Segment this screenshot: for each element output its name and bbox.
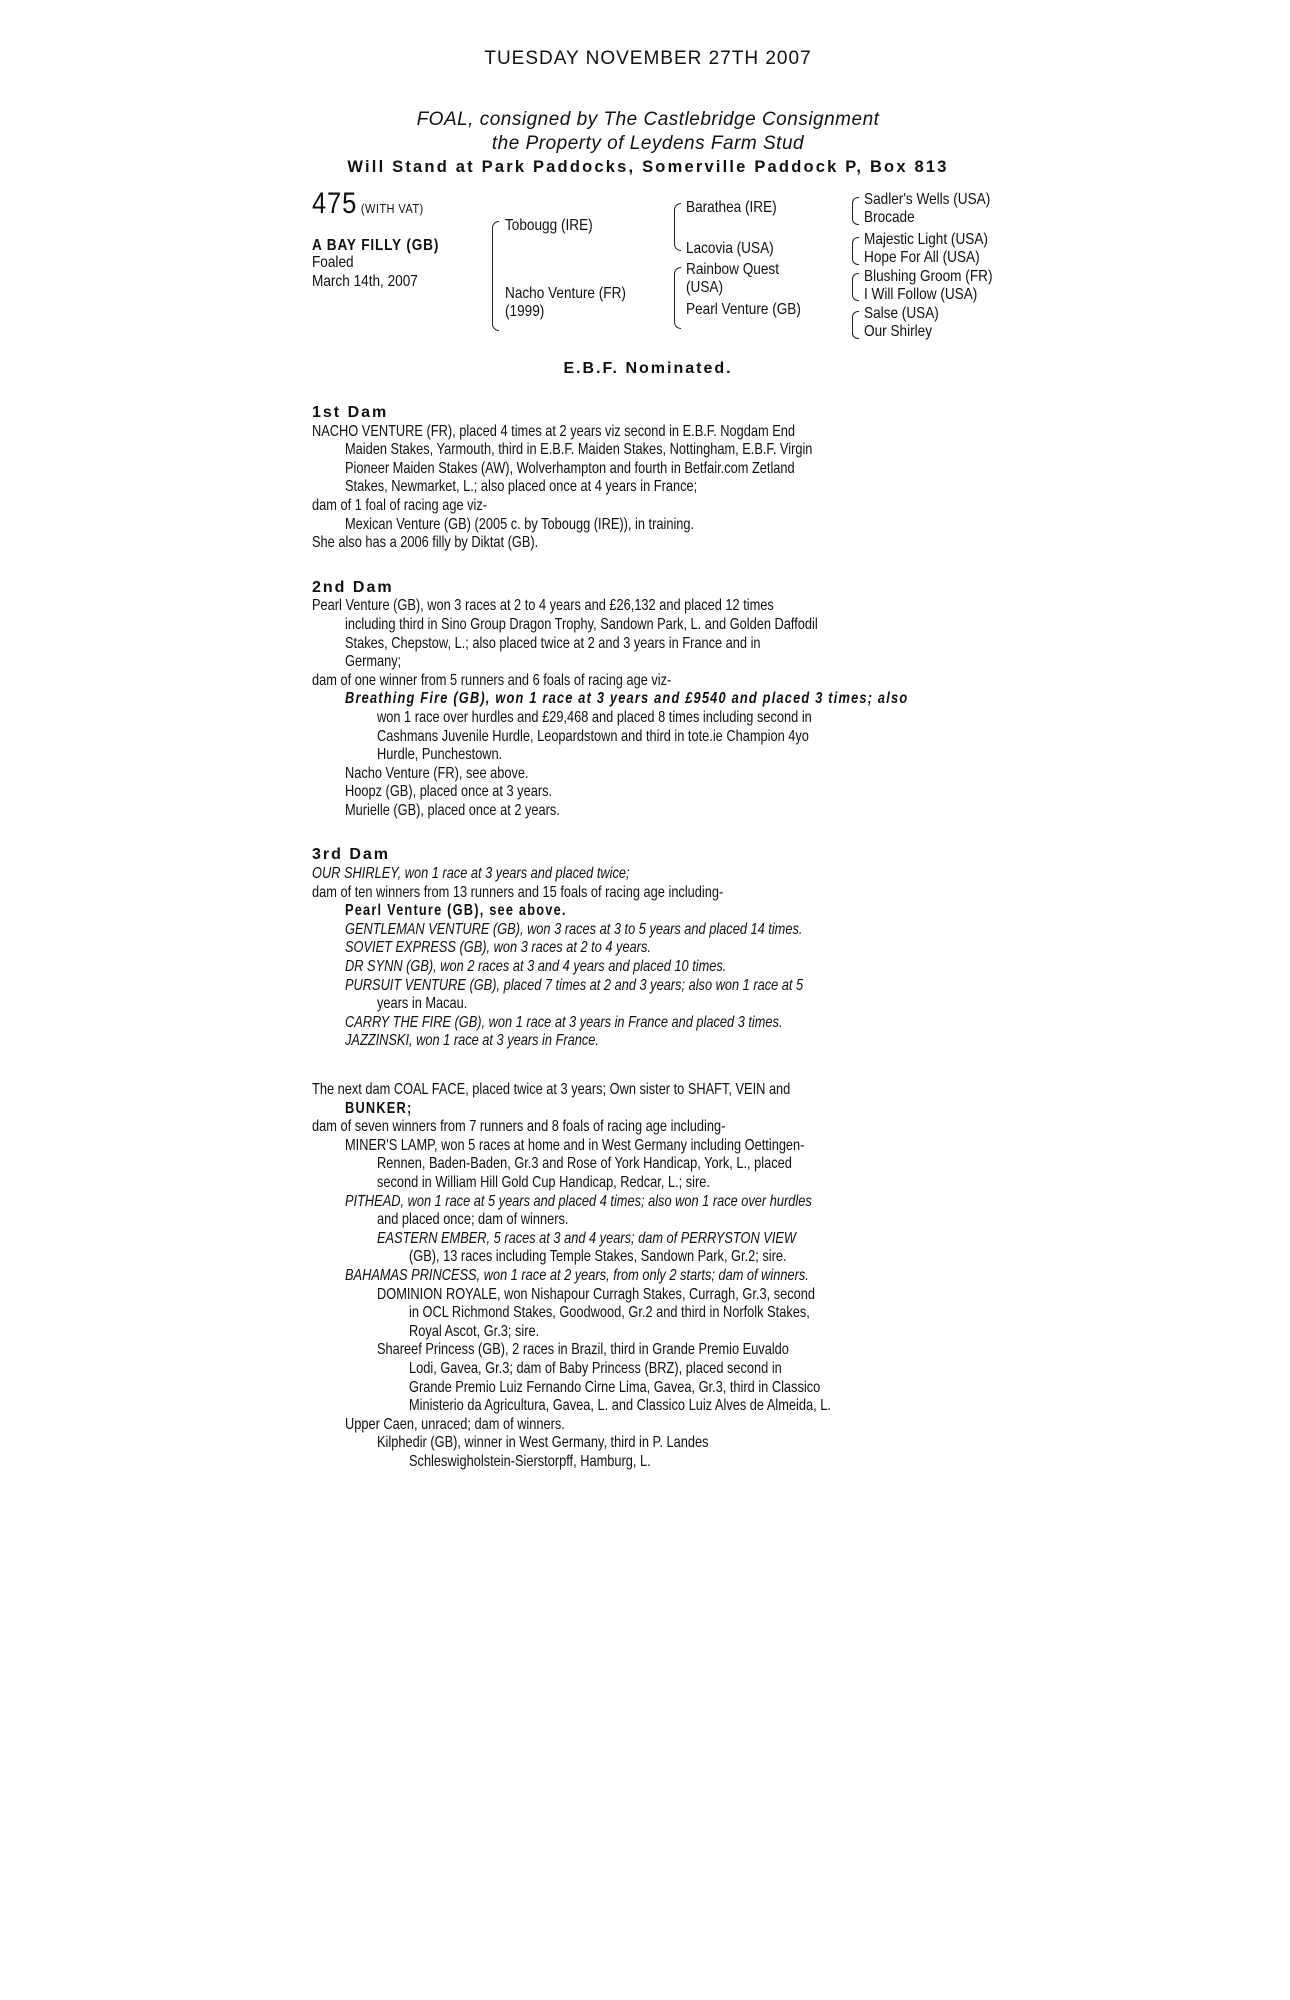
text-line: in OCL Richmond Stakes, Goodwood, Gr.2 and third in Norfolk Stakes, [409,1304,810,1322]
text-line: Stakes, Newmarket, L.; also placed once at 4 years in France; [345,478,698,496]
text-line: CARRY THE FIRE (GB), won 1 race at 3 years in France and placed 3 times. [345,1013,783,1031]
text-line: Pearl Venture (GB), won 3 races at 2 to 4 years and £26,132 and placed 12 times [312,597,774,615]
dd-dam: Our Shirley [864,323,933,340]
text-line: Pioneer Maiden Stakes (AW), Wolverhampton and fourth in Betfair.com Zetland [345,459,795,477]
ss-sire: Sadler's Wells (USA) [864,191,991,208]
text-line: Lodi, Gavea, Gr.3; dam of Baby Princess (BRZ), placed second in [409,1359,782,1377]
third-dam-section [312,846,984,1051]
text-line: years in Macau. [377,995,468,1013]
text-line: Nacho Venture (FR), see above. [345,764,529,782]
pedigree-table [312,187,993,366]
pedigree-brace [852,197,859,225]
third-dam-heading: 3rd Dam [312,846,391,864]
text-line: Kilphedir (GB), winner in West Germany, third in P. Landes [377,1434,709,1452]
text-line: Shareef Princess (GB), 2 races in Brazil, third in Grande Premio Euvaldo [377,1341,789,1359]
text-line: Breathing Fire (GB), won 1 race at 3 years and £9540 and placed 3 times; also [345,690,909,708]
text-line: Upper Caen, unraced; dam of winners. [345,1415,565,1433]
text-line: Germany; [345,653,402,671]
text-line: Cashmans Juvenile Hurdle, Leopardstown and third in tote.ie Champion 4yo [377,727,809,745]
text-line: Ministerio da Agricultura, Gavea, L. and Classico Luiz Alves de Almeida, L. [409,1397,831,1415]
text-line: JAZZINSKI, won 1 race at 3 years in France. [345,1032,599,1050]
text-line: including third in Sino Group Dragon Trophy, Sandown Park, L. and Golden Daffodil [345,615,818,633]
text-line: Stakes, Chepstow, L.; also placed twice at 2 and 3 years in France and in [345,634,761,652]
text-line: GENTLEMAN VENTURE (GB), won 3 races at 3 to 5 years and placed 14 times. [345,920,803,938]
dam-year: (1999) [505,303,545,320]
text-line: dam of 1 foal of racing age viz- [312,496,488,514]
sire-name: Tobougg (IRE) [505,217,593,234]
pedigree-brace [492,221,499,331]
text-line: second in William Hill Gold Cup Handicap, Redcar, L.; sire. [377,1173,710,1191]
text-line: Pearl Venture (GB), see above. [345,902,567,920]
text-line: Schleswigholstein-Sierstorpff, Hamburg, L. [409,1452,651,1470]
text-line: NACHO VENTURE (FR), placed 4 times at 2 years viz second in E.B.F. Nogdam End [312,422,796,440]
text-line: dam of ten winners from 13 runners and 15 foals of racing age including- [312,883,724,901]
first-dam-section [312,404,984,553]
second-dam-heading: 2nd Dam [312,578,394,596]
text-line: Mexican Venture (GB) (2005 c. by Tobougg (IRE)), in training. [345,515,695,533]
dam-sire: Rainbow Quest [686,261,779,278]
text-line: dam of seven winners from 7 runners and 8 foals of racing age including- [312,1118,726,1136]
dam-name: Nacho Venture (FR) [505,285,626,302]
foaled-date: March 14th, 2007 [312,273,418,290]
text-line: BAHAMAS PRINCESS, won 1 race at 2 years, from only 2 starts; dam of winners. [345,1266,809,1284]
first-dam-heading: 1st Dam [312,404,389,421]
sd-sire: Majestic Light (USA) [864,231,988,248]
catalogue-page [312,48,993,1471]
second-dam-section [312,579,984,821]
pedigree-brace [852,273,859,301]
dd-sire: Salse (USA) [864,305,939,322]
text-line: DOMINION ROYALE, won Nishapour Curragh Stakes, Curragh, Gr.3, second [377,1285,815,1303]
text-line: EASTERN EMBER, 5 races at 3 and 4 years; dam of PERRYSTON VIEW [377,1229,796,1247]
text-line: Murielle (GB), placed once at 2 years. [345,801,560,819]
text-line: and placed once; dam of winners. [377,1211,569,1229]
text-line: PURSUIT VENTURE (GB), placed 7 times at 2 and 3 years; also won 1 race at 5 [345,976,804,994]
sale-date: TUESDAY NOVEMBER 27TH 2007 [484,48,812,69]
text-line: Maiden Stakes, Yarmouth, third in E.B.F. Maiden Stakes, Nottingham, E.B.F. Virgin [345,441,813,459]
lot-description: A BAY FILLY (GB) [312,237,440,254]
dam-dam: Pearl Venture (GB) [686,301,801,318]
text-line: won 1 race over hurdles and £29,468 and placed 8 times including second in [377,708,812,726]
ds-dam: I Will Follow (USA) [864,286,978,303]
fourth-dam-section [312,1081,984,1471]
sd-dam: Hope For All (USA) [864,249,980,266]
text-line: Hurdle, Punchestown. [377,746,503,764]
text-line: (GB), 13 races including Temple Stakes, Sandown Park, Gr.2; sire. [409,1248,787,1266]
ebf-nominated: E.B.F. Nominated. [563,360,733,377]
text-line: She also has a 2006 filly by Diktat (GB). [312,534,539,552]
text-line: PITHEAD, won 1 race at 5 years and placed 4 times; also won 1 race over hurdles [345,1192,812,1210]
pedigree-brace [852,311,859,339]
vat-note: (WITH VAT) [360,201,424,216]
text-line: DR SYNN (GB), won 2 races at 3 and 4 years and placed 10 times. [345,958,727,976]
text-line: SOVIET EXPRESS (GB), won 3 races at 2 to 4 years. [345,939,651,957]
foaled-label: Foaled [312,254,354,271]
property-line: the Property of Leydens Farm Stud [491,133,805,154]
pedigree-brace [674,203,681,251]
text-line: Royal Ascot, Gr.3; sire. [409,1322,540,1340]
text-line: BUNKER; [345,1099,413,1117]
text-line: Rennen, Baden-Baden, Gr.3 and Rose of York Handicap, York, L., placed [377,1155,792,1173]
dam-sire-suffix: (USA) [686,279,724,296]
ds-sire: Blushing Groom (FR) [864,268,993,285]
pedigree-brace [674,267,681,329]
text-line: OUR SHIRLEY, won 1 race at 3 years and placed twice; [312,865,630,883]
stand-location: Will Stand at Park Paddocks, Somerville Paddock P, Box 813 [347,158,949,176]
ss-dam: Brocade [864,209,915,226]
text-line: The next dam COAL FACE, placed twice at 3 years; Own sister to SHAFT, VEIN and [312,1081,791,1098]
lot-number: 475 [312,187,358,220]
text-line: dam of one winner from 5 runners and 6 foals of racing age viz- [312,671,672,689]
sire-dam: Lacovia (USA) [686,240,774,257]
text-line: Grande Premio Luiz Fernando Cirne Lima, Gavea, Gr.3, third in Classico [409,1378,821,1396]
text-line: MINER'S LAMP, won 5 races at home and in West Germany including Oettingen- [345,1136,805,1154]
text-line: Hoopz (GB), placed once at 3 years. [345,783,553,801]
pedigree-brace [852,237,859,265]
sire-sire: Barathea (IRE) [686,199,777,216]
consignor-line: FOAL, consigned by The Castlebridge Consignment [416,109,880,130]
